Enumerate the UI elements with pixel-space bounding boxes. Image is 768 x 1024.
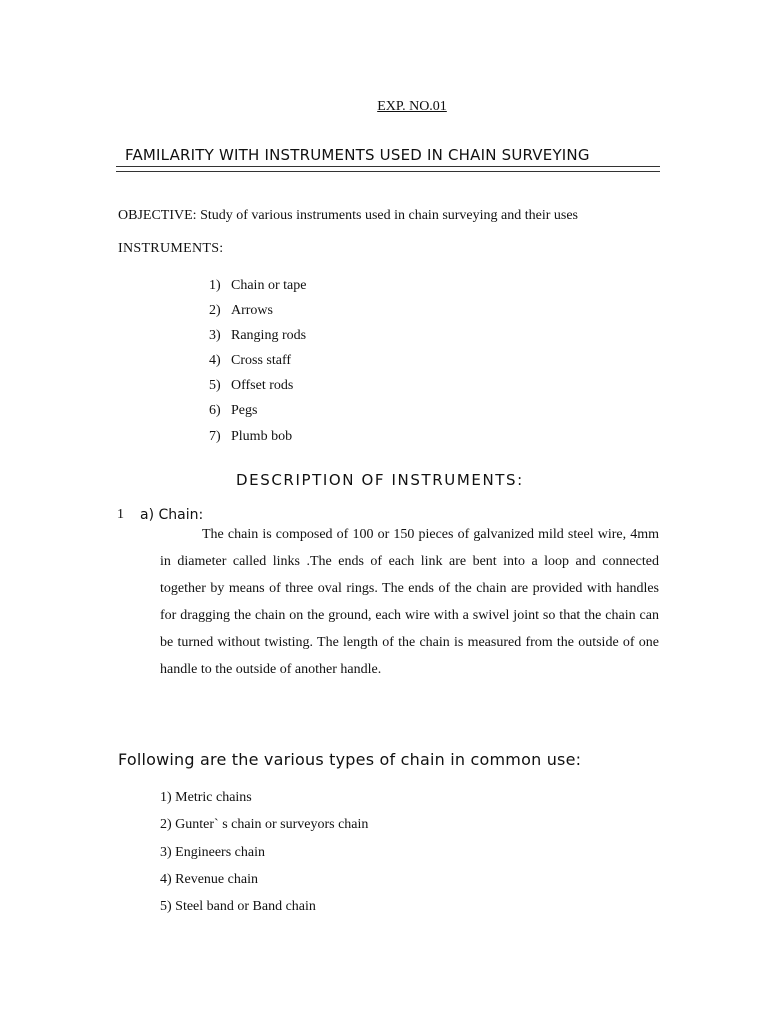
chain-type-item: 1) Metric chains bbox=[160, 790, 252, 805]
instrument-number: 3) bbox=[209, 328, 221, 343]
chain-types-heading: Following are the various types of chain in common use: bbox=[118, 750, 582, 769]
instrument-number: 6) bbox=[209, 403, 221, 418]
instrument-item bbox=[209, 303, 273, 319]
instrument-label: Pegs bbox=[231, 403, 258, 418]
instrument-item bbox=[209, 403, 257, 419]
instrument-item bbox=[209, 378, 293, 394]
objective-text: Study of various instruments used in chain surveying and their uses bbox=[196, 208, 579, 223]
description-heading: DESCRIPTION OF INSTRUMENTS: bbox=[236, 471, 524, 489]
instrument-item bbox=[209, 429, 292, 445]
instrument-number: 4) bbox=[209, 353, 221, 368]
instrument-number: 2) bbox=[209, 303, 221, 318]
chain-type-item: 5) Steel band or Band chain bbox=[160, 899, 316, 914]
chain-subheading: a) Chain: bbox=[140, 507, 204, 523]
objective-label: OBJECTIVE: bbox=[118, 208, 197, 223]
instrument-label: Cross staff bbox=[231, 353, 292, 368]
instruments-heading: INSTRUMENTS: bbox=[118, 241, 224, 256]
instrument-item bbox=[209, 328, 306, 344]
chain-type-item: 3) Engineers chain bbox=[160, 845, 265, 860]
instrument-number: 7) bbox=[209, 429, 221, 444]
instrument-label: Ranging rods bbox=[231, 328, 307, 343]
section-number: 1 bbox=[117, 507, 124, 522]
page-title: FAMILARITY WITH INSTRUMENTS USED IN CHAIN SURVEYING bbox=[125, 146, 590, 164]
instrument-label: Plumb bob bbox=[231, 429, 293, 444]
instrument-label: Offset rods bbox=[231, 378, 294, 393]
instrument-item bbox=[209, 278, 306, 294]
chain-description-paragraph: The chain is composed of 100 or 150 pieces of galvanized mild steel wire, 4mm in diameter called links .The ends of each link are bent into a loop and connected together by means of three oval rings. The ends of the chain are provided with handles for dragging the chain on the ground, each wire with a swivel joint so that the chain can be turned without twisting. The length of the chain is measured from the outside of one handle to the outside of another handle. bbox=[160, 527, 659, 677]
chain-type-item: 4) Revenue chain bbox=[160, 872, 258, 887]
instrument-label: Arrows bbox=[231, 303, 273, 318]
instrument-label: Chain or tape bbox=[231, 278, 307, 293]
instrument-number: 1) bbox=[209, 278, 221, 293]
instrument-item bbox=[209, 353, 291, 369]
experiment-number: EXP. NO.01 bbox=[377, 99, 447, 114]
title-double-underline bbox=[116, 166, 660, 172]
chain-type-item: 2) Gunter` s chain or surveyors chain bbox=[160, 817, 369, 832]
objective-line bbox=[118, 208, 578, 224]
instrument-number: 5) bbox=[209, 378, 221, 393]
